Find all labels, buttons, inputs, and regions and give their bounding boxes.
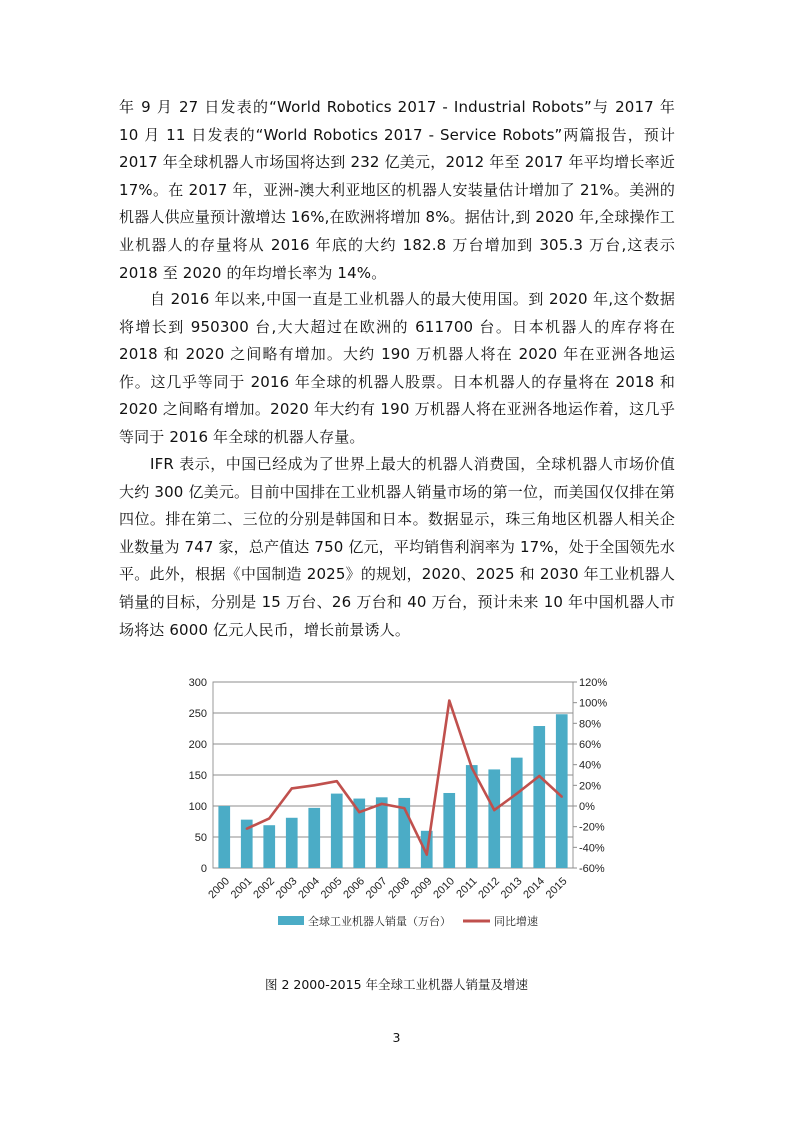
bar — [331, 794, 343, 868]
x-axis-tick: 2014 — [521, 875, 548, 902]
right-axis-tick: 80% — [579, 718, 602, 731]
bar — [488, 769, 500, 868]
right-axis-tick: -20% — [579, 821, 605, 834]
left-axis-tick: 300 — [188, 677, 207, 689]
bar — [466, 765, 478, 868]
growth-point — [403, 807, 405, 809]
right-axis-tick: 40% — [579, 759, 602, 772]
legend-label-bar: 全球工业机器人销量（万台） — [308, 915, 451, 928]
right-axis-tick: 60% — [579, 739, 602, 751]
right-axis-tick: 20% — [579, 780, 602, 793]
x-axis-tick: 2015 — [543, 875, 570, 902]
chart-svg — [178, 672, 618, 942]
x-axis-tick: 2002 — [251, 875, 278, 902]
growth-point — [516, 792, 518, 794]
bar — [533, 726, 545, 868]
page-number: 3 — [392, 1030, 401, 1045]
paragraph-1: 年 9 月 27 日发表的“World Robotics 2017 - Industrial Robots”与 2017 年 10 月 11 日发表的“World Robotics 2017 - Service Robots”两篇报告，预计 2017 年全球机器人市场国将达到 232 亿美元，2012 年至 2017 年平均增长率近 17%。在 2017 年，亚洲-澳大利亚地区的机器人安装量估计增加了 21%。美洲的机器人供应量预计激增达 16%,在欧洲将增加 8%。据估计,到 2020 年,全球操作工业机器人的存量将从 2016 年底的大约 182.8 万台增加到 305.3 万台,这表示 2018 至 2020 的年均增长率为 14%。 — [119, 98, 675, 282]
sales-growth-chart — [178, 672, 618, 942]
x-axis-tick: 2009 — [408, 875, 435, 902]
growth-point — [358, 811, 360, 813]
right-axis-tick: 120% — [579, 677, 608, 689]
x-axis-tick: 2013 — [498, 875, 525, 902]
paragraph-3: IFR 表示，中国已经成为了世界上最大的机器人消费国，全球机器人市场价值大约 300 亿美元。目前中国排在工业机器人销量市场的第一位，而美国仅仅排在第四位。排在第二、三位的分别是韩国和日本。数据显示，珠三角地区机器人相关企业数量为 747 家，总产值达 750 亿元，平均销售利润率为 17%，处于全国领先水平。此外，根据《中国制造 2025》的规划，2020、2025 和 2030 年工业机器人销量的目标，分别是 15 万台、26 万台和 40 万台，预计未来 10 年中国机器人市场将达 6000 亿元人民币，增长前景诱人。 — [119, 455, 675, 639]
x-axis-tick: 2003 — [273, 875, 300, 902]
x-axis-tick: 2004 — [296, 875, 323, 902]
x-axis-tick: 2001 — [228, 875, 255, 902]
x-axis-tick: 2006 — [341, 875, 368, 902]
bar — [263, 825, 275, 868]
bar — [308, 808, 320, 868]
right-axis-tick: -40% — [579, 842, 605, 855]
legend-swatch-bar — [278, 916, 304, 925]
bar — [376, 797, 388, 868]
growth-point — [493, 809, 495, 811]
left-axis-tick: 150 — [188, 770, 207, 782]
x-axis-tick: 2010 — [431, 875, 458, 902]
growth-point — [426, 853, 428, 855]
growth-point — [291, 787, 293, 789]
x-axis-tick: 2012 — [476, 875, 503, 902]
growth-point — [561, 796, 563, 798]
left-axis-tick: 100 — [188, 801, 207, 813]
growth-point — [336, 780, 338, 782]
left-axis-tick: 200 — [188, 739, 207, 751]
x-axis-tick: 2005 — [318, 875, 345, 902]
growth-point — [538, 775, 540, 777]
x-axis-tick: 2007 — [363, 875, 390, 902]
growth-point — [471, 767, 473, 769]
left-axis-tick: 250 — [188, 708, 207, 720]
legend-label-line: 同比增速 — [494, 915, 538, 928]
right-axis-tick: -60% — [579, 863, 605, 875]
right-axis-tick: 0% — [579, 801, 595, 813]
growth-point — [246, 828, 248, 830]
left-axis-tick: 50 — [194, 832, 207, 844]
right-axis-tick: 100% — [579, 697, 608, 710]
figure-caption: 图 2 2000-2015 年全球工业机器人销量及增速 — [264, 977, 528, 992]
bar — [353, 799, 365, 868]
growth-point — [313, 784, 315, 786]
growth-point — [381, 803, 383, 805]
bar — [443, 793, 455, 868]
growth-point — [448, 699, 450, 701]
growth-point — [268, 817, 270, 819]
paragraph-2: 自 2016 年以来,中国一直是工业机器人的最大使用国。到 2020 年,这个数据将增长到 950300 台,大大超过在欧洲的 611700 台。日本机器人的库存将在 2018 和 2020 之间略有增加。大约 190 万机器人将在 2020 年在亚洲各地运作。这几乎等同于 2016 年全球的机器人股票。日本机器人的存量将在 2018 和 2020 之间略有增加。2020 年大约有 190 万机器人将在亚洲各地运作着，这几乎等同于 2016 年全球的机器人存量。 — [119, 290, 675, 446]
x-axis-tick: 2000 — [206, 875, 233, 902]
bar — [511, 758, 523, 868]
bar — [286, 818, 298, 868]
bar — [556, 714, 568, 868]
x-axis-tick: 2011 — [454, 875, 480, 901]
bar — [218, 806, 230, 868]
left-axis-tick: 0 — [200, 863, 207, 875]
x-axis-tick: 2008 — [386, 875, 413, 902]
